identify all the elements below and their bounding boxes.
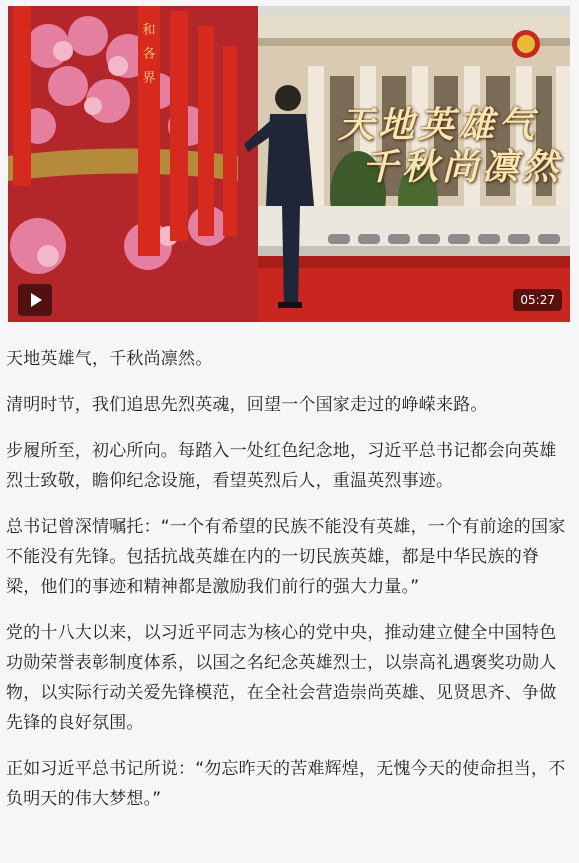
overlay-line-1: 天地英雄气 — [338, 104, 539, 146]
video-player[interactable] — [8, 6, 570, 322]
svg-text:界: 界 — [142, 71, 156, 86]
paragraph: 步履所至，初心所向。每踏入一处红色纪念地，习近平总书记都会向英雄烈士致敬，瞻仰纪念设施，看望英烈后人，重温英烈事迹。 — [6, 441, 557, 491]
svg-text:和: 和 — [142, 23, 156, 38]
paragraph: 正如习近平总书记所说：“勿忘昨天的苦难辉煌，无愧今天的使命担当，不负明天的伟大梦想。” — [6, 759, 566, 809]
video-overlay-title — [338, 104, 562, 188]
play-button[interactable] — [18, 284, 52, 316]
play-icon — [31, 293, 42, 307]
svg-text:各: 各 — [142, 47, 156, 62]
overlay-line-2: 千秋尚凛然 — [362, 146, 563, 188]
video-duration: 05:27 — [513, 289, 562, 311]
article-body — [6, 344, 572, 830]
paragraph: 党的十八大以来，以习近平同志为核心的党中央，推动建立健全中国特色功勋荣誉表彰制度体系，以国之名纪念英雄烈士，以崇高礼遇褒奖功勋人物，以实际行动关爱先锋模范，在全社会营造崇尚英雄、见贤思齐、争做先锋的良好氛围。 — [6, 623, 557, 733]
paragraph: 天地英雄气，千秋尚凛然。 — [6, 349, 213, 369]
paragraph: 清明时节，我们追思先烈英魂，回望一个国家走过的峥嵘来路。 — [6, 395, 488, 415]
paragraph: 总书记曾深情嘱托：“一个有希望的民族不能没有英雄，一个有前途的国家不能没有先锋。包括抗战英雄在内的一切民族英雄，都是中华民族的脊梁，他们的事迹和精神都是激励我们前行的强大力量。” — [6, 517, 566, 597]
